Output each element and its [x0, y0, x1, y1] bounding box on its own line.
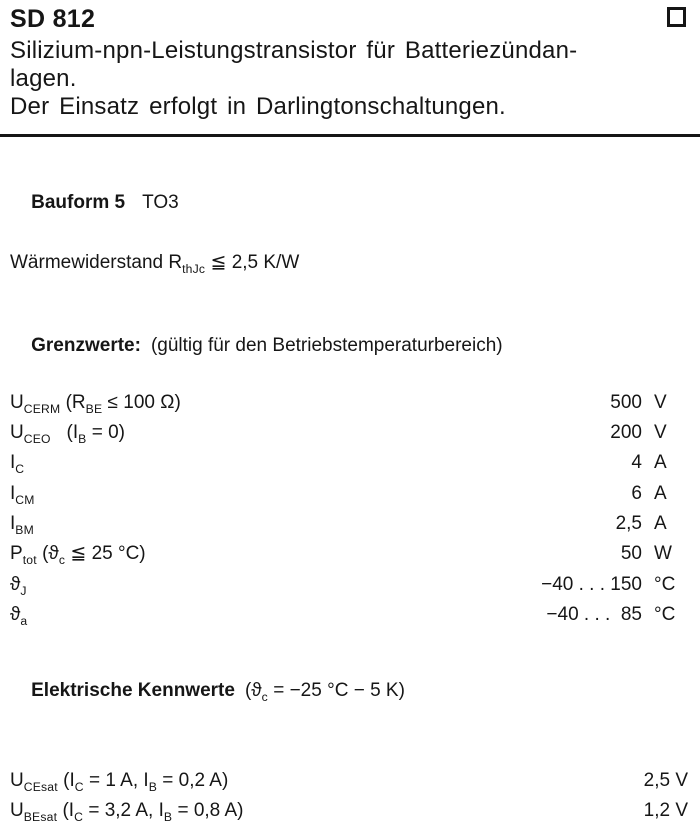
value-cell: 200: [610, 422, 642, 444]
parameter-cell: $P_{tot}$ ($ϑ_c$ ≦ 25 °C): [10, 543, 146, 568]
table-row: [10, 391, 692, 421]
parameter-cell: $U_{CEO}$ $(I_B = 0)$: [10, 422, 126, 446]
parameter-cell: $ϑ_a$: [10, 603, 28, 628]
kennwerte-heading-label: Elektrische Kennwerte: [31, 680, 235, 702]
parameter-cell: $ϑ_J$: [10, 573, 27, 598]
value-cell: 2,5 V: [643, 769, 688, 791]
package-value: TO3: [142, 192, 179, 213]
value-cell: 4: [631, 452, 642, 474]
description-line: Silizium-npn-Leistungstransistor für Batteriezündan-: [10, 37, 578, 64]
unit-cell: °C: [654, 573, 676, 595]
parameter-cell: $U_{CERM}$ ($R_{BE} \le 100$ Ω): [10, 391, 181, 416]
value-cell: 6: [631, 482, 642, 504]
value-cell: 50: [620, 543, 642, 565]
description-line: lagen.: [10, 65, 77, 92]
parameter-cell: $I_{CM}$: [10, 482, 35, 507]
table-row: [10, 573, 692, 603]
value-cell: 2,5: [615, 512, 642, 534]
table-row: [10, 451, 692, 481]
value-cell: −40 . . . 150: [541, 573, 642, 595]
table-row: [10, 482, 692, 512]
table-row: [10, 542, 692, 572]
kennwerte-heading: [10, 656, 692, 732]
divider-rule: [0, 134, 700, 137]
package-label: Bauform 5: [31, 192, 126, 213]
corner-square-icon: [667, 7, 686, 27]
table-row: [10, 421, 692, 451]
unit-cell: W: [654, 543, 672, 565]
value-cell: −40 . . . 85: [546, 603, 642, 625]
unit-cell: A: [654, 512, 667, 534]
parameter-cell: $I_C$: [10, 452, 25, 477]
parameter-cell: $I_{BM}$: [10, 512, 34, 537]
limits-table: [10, 391, 692, 633]
thermal-resistance-line: Wärmewiderstand $R_{thJc}$ ≦ 2,5 K/W: [10, 252, 300, 276]
grenzwerte-heading-note: (gültig für den Betriebstemperaturbereich): [150, 334, 503, 356]
unit-cell: °C: [654, 603, 676, 625]
grenzwerte-heading: [10, 311, 692, 380]
grenzwerte-heading-label: Grenzwerte:: [31, 334, 141, 356]
table-row: [10, 769, 692, 799]
package-line: [10, 168, 692, 237]
table-row: [10, 512, 692, 542]
table-row: [10, 799, 692, 829]
description: [10, 37, 692, 121]
unit-cell: V: [654, 391, 667, 413]
page-title: SD 812: [10, 5, 96, 33]
parameter-cell: $U_{BEsat}$ ($I_C = 3,2$ A, $I_B = 0,8$ A): [10, 800, 244, 825]
unit-cell: A: [654, 482, 667, 504]
value-cell: 500: [610, 391, 642, 413]
value-cell: 1,2 V: [643, 800, 688, 822]
table-row: [10, 603, 692, 633]
kennwerte-heading-note: ($ϑ_c = -25$ °C − 5 K): [244, 680, 405, 704]
unit-cell: V: [654, 422, 667, 444]
kennwerte-table: [10, 769, 692, 830]
unit-cell: A: [654, 452, 667, 474]
parameter-cell: $U_{CEsat}$ ($I_C = 1$ A, $I_B = 0,2$ A): [10, 769, 229, 794]
description-line: Der Einsatz erfolgt in Darlingtonschaltungen.: [10, 93, 506, 120]
